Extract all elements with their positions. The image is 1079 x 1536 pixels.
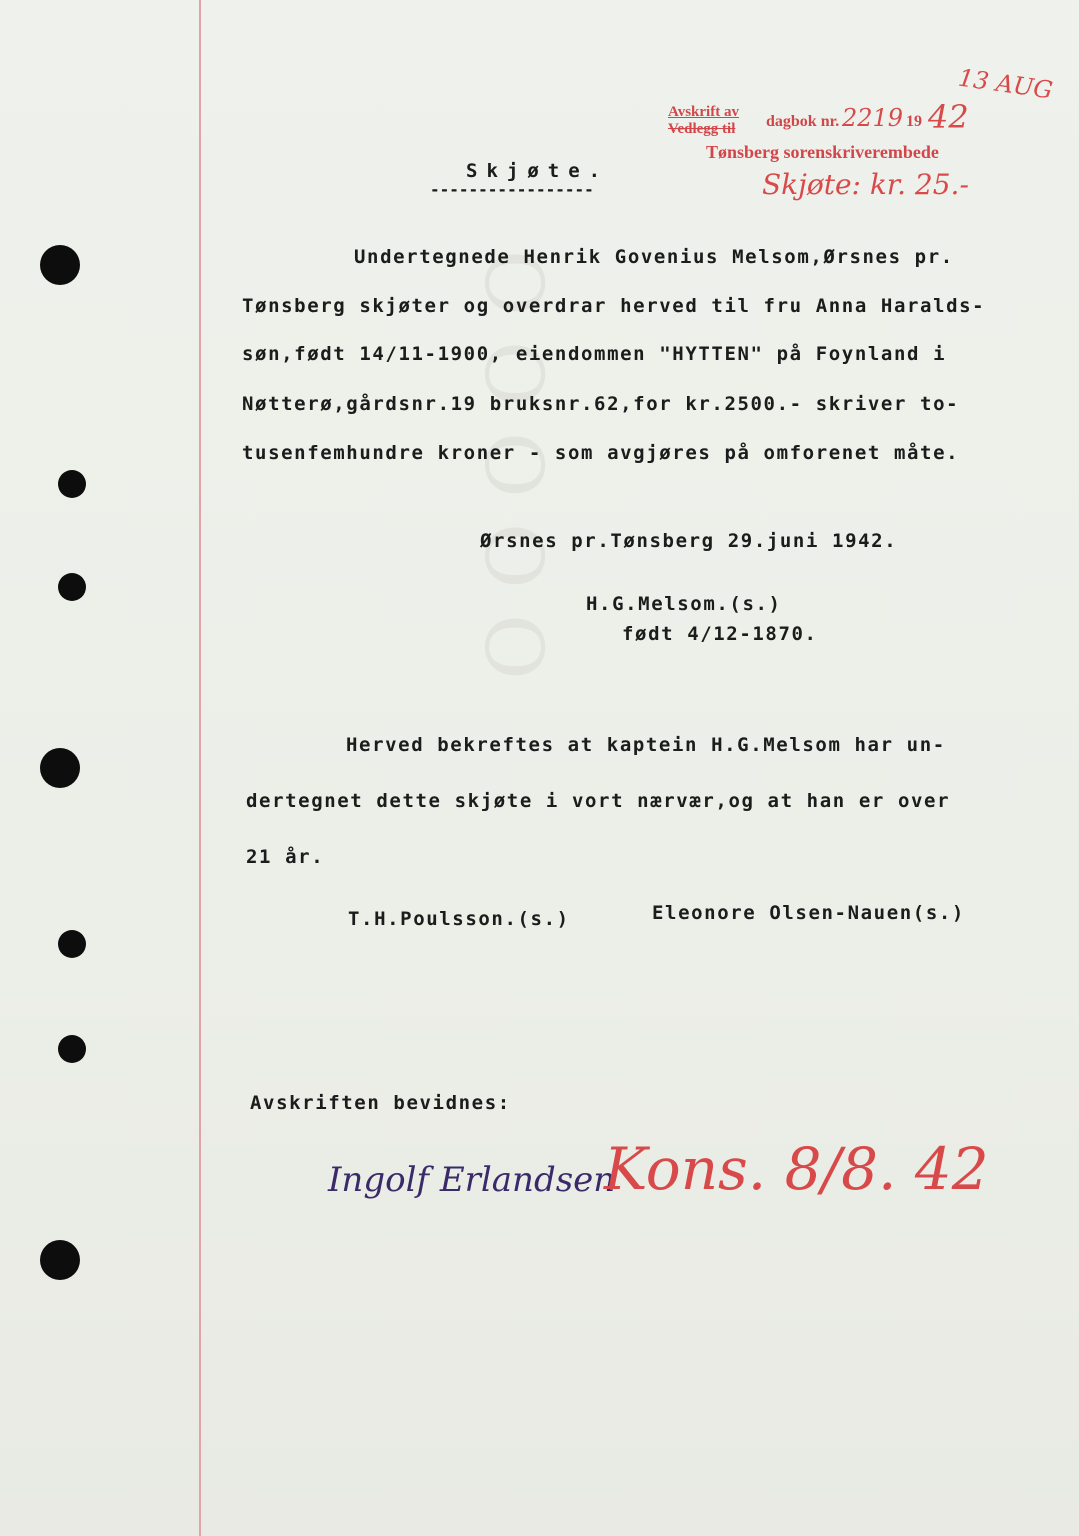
body-line: tusenfemhundre kroner - som avgjøres på omforenet måte. — [242, 442, 960, 464]
document-title: Skjøte. — [466, 160, 610, 182]
punch-hole — [58, 930, 86, 958]
punch-hole — [58, 573, 86, 601]
place-date: Ørsnes pr.Tønsberg 29.juni 1942. — [480, 530, 898, 552]
check-note: Kons. 8/8. 42 — [604, 1135, 989, 1203]
witness-line: Herved bekreftes at kaptein H.G.Melsom har un- — [346, 734, 946, 756]
punch-hole — [58, 1035, 86, 1063]
body-line: Undertegnede Henrik Govenius Melsom,Ørsnes pr. — [354, 246, 954, 268]
punch-hole — [40, 245, 80, 285]
clerk-signature: Ingolf Erlandsen — [328, 1160, 616, 1200]
witness-1: T.H.Poulsson.(s.) — [348, 908, 570, 930]
grantor-born: født 4/12-1870. — [622, 623, 818, 645]
fee-note: Skjøte: kr. 25.- — [762, 168, 969, 201]
stamp-year: 42 — [928, 98, 969, 136]
stamp-vedlegg: Vedlegg til — [668, 121, 736, 137]
body-line: Nøtterø,gårdsnr.19 bruksnr.62,for kr.2500.- skriver to- — [242, 393, 960, 415]
punch-hole — [40, 1240, 80, 1280]
witness-line: 21 år. — [246, 846, 325, 868]
stamp-office: Tønsberg sorenskriverembede — [706, 142, 939, 162]
witness-line: dertegnet dette skjøte i vort nærvær,og at han er over — [246, 790, 951, 812]
body-line: Tønsberg skjøter og overdrar herved til fru Anna Haralds- — [242, 295, 986, 317]
title-underline: ----------------- — [430, 180, 594, 199]
stamp-number: 2219 — [842, 104, 904, 132]
stamp-year-prefix: 19 — [906, 113, 922, 130]
witness-2: Eleonore Olsen-Nauen(s.) — [652, 902, 965, 924]
stamp-avskrift: Avskrift av — [668, 104, 739, 120]
date-stamp: 13 AUG — [956, 63, 1055, 105]
punch-hole — [40, 748, 80, 788]
grantor-signature: H.G.Melsom.(s.) — [586, 593, 782, 615]
stamp-dagbok: dagbok nr. — [766, 113, 840, 130]
body-line: søn,født 14/11-1900, eiendommen "HYTTEN" på Foynland i — [242, 343, 947, 365]
paper-watermark: O O O O O — [467, 250, 560, 680]
punch-hole — [58, 470, 86, 498]
attest-label: Avskriften bevidnes: — [250, 1092, 511, 1114]
margin-rule — [199, 0, 201, 1536]
